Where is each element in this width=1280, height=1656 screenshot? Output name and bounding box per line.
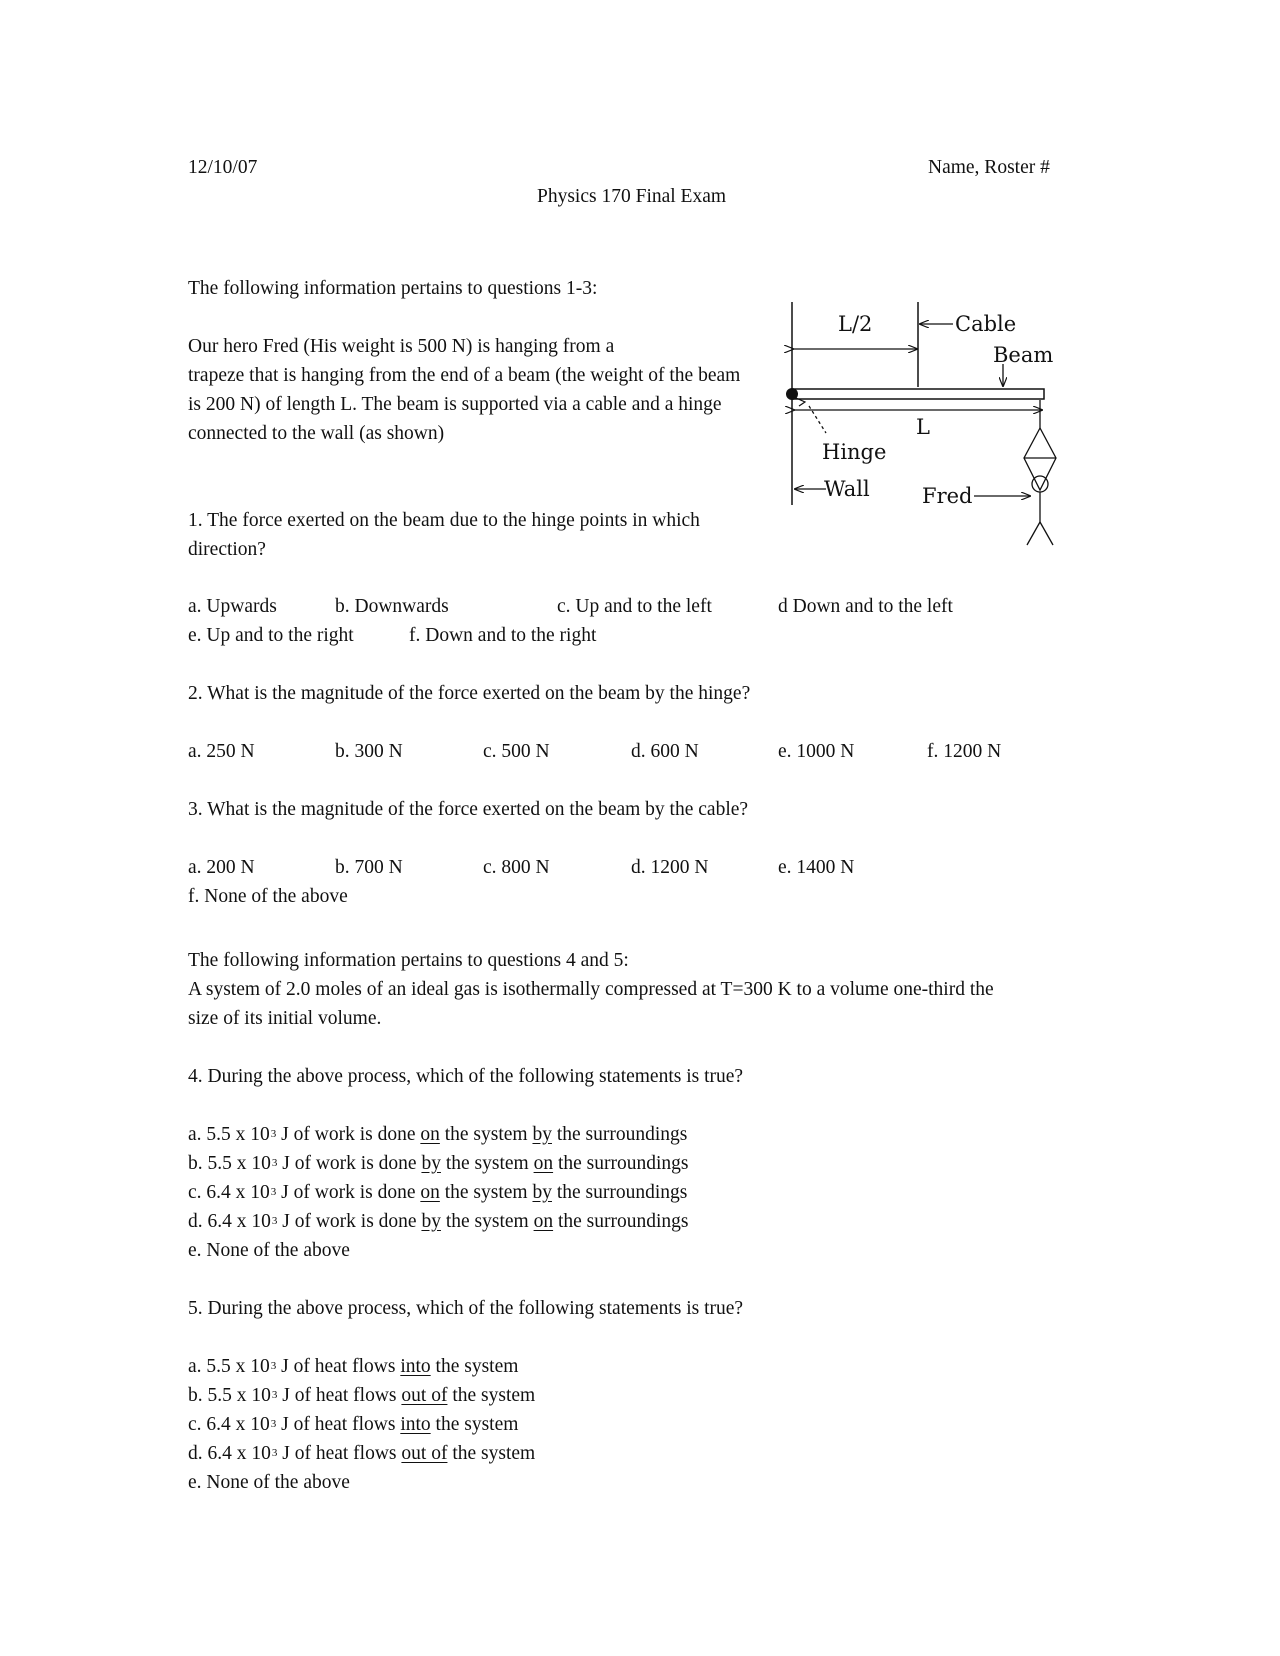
q1-option-b: b. Downwards <box>335 596 449 617</box>
problem-text-line: Our hero Fred (His weight is 500 N) is hanging from a <box>188 336 615 357</box>
intro-questions-1-3: The following information pertains to questions 1-3: <box>188 278 598 299</box>
q2-option-e: e. 1000 N <box>778 741 855 762</box>
q2-option-b: b. 300 N <box>335 741 403 762</box>
fred-figure <box>1027 476 1053 545</box>
q2-option-d: d. 600 N <box>631 741 699 762</box>
q4-option-d: d. 6.4 x $10^3$ J of work is done by the system on the surroundings <box>188 1211 689 1232</box>
q5-option-b: b. 5.5 x $10^3$ J of heat flows out of the system <box>188 1385 536 1406</box>
q5-option-a: a. 5.5 x $10^3$ J of heat flows into the system <box>188 1356 519 1377</box>
question-1-text: 1. The force exerted on the beam due to the hinge points in which <box>188 510 700 531</box>
label-cable: Cable <box>955 312 1017 336</box>
intro-questions-4-5: The following information pertains to questions 4 and 5: <box>188 950 629 971</box>
q3-option-c: c. 800 N <box>483 857 550 878</box>
q3-option-d: d. 1200 N <box>631 857 709 878</box>
question-1-text: direction? <box>188 539 266 560</box>
q3-option-f: f. None of the above <box>188 886 348 907</box>
q5-option-d: d. 6.4 x $10^3$ J of heat flows out of the system <box>188 1443 536 1464</box>
question-3-text: 3. What is the magnitude of the force exerted on the beam by the cable? <box>188 799 749 820</box>
q1-option-d: d Down and to the left <box>778 596 953 617</box>
q1-option-e: e. Up and to the right <box>188 625 354 646</box>
q1-option-c: c. Up and to the left <box>557 596 712 617</box>
label-hinge: Hinge <box>822 440 887 464</box>
name-roster-field: Name, Roster # <box>928 157 1050 178</box>
q2-option-a: a. 250 N <box>188 741 255 762</box>
q1-option-a: a. Upwards <box>188 596 277 617</box>
gas-problem-text: A system of 2.0 moles of an ideal gas is isothermally compressed at T=300 K to a volume one-third the <box>188 979 994 1000</box>
q3-option-a: a. 200 N <box>188 857 255 878</box>
q2-option-f: f. 1200 N <box>927 741 1002 762</box>
problem-text-line: is 200 N) of length L. The beam is supported via a cable and a hinge <box>188 394 722 415</box>
q2-option-c: c. 500 N <box>483 741 550 762</box>
q3-option-b: b. 700 N <box>335 857 403 878</box>
gas-problem-text: size of its initial volume. <box>188 1008 382 1029</box>
label-length: L <box>916 415 930 439</box>
question-5-text: 5. During the above process, which of the following statements is true? <box>188 1298 744 1319</box>
q4-option-a: a. 5.5 x $10^3$ J of work is done on the system by the surroundings <box>188 1124 688 1145</box>
q4-option-e: e. None of the above <box>188 1240 350 1261</box>
q4-option-c: c. 6.4 x $10^3$ J of work is done on the system by the surroundings <box>188 1182 688 1203</box>
q1-option-f: f. Down and to the right <box>409 625 597 646</box>
label-fred: Fred <box>922 484 973 508</box>
beam <box>792 389 1044 399</box>
q4-option-b: b. 5.5 x $10^3$ J of work is done by the system on the surroundings <box>188 1153 689 1174</box>
exam-date: 12/10/07 <box>188 157 258 178</box>
question-2-text: 2. What is the magnitude of the force exerted on the beam by the hinge? <box>188 683 751 704</box>
q5-option-e: e. None of the above <box>188 1472 350 1493</box>
label-beam: Beam <box>993 343 1054 367</box>
problem-text-line: connected to the wall (as shown) <box>188 423 445 444</box>
label-wall: Wall <box>824 477 870 501</box>
page-title: Physics 170 Final Exam <box>537 186 727 207</box>
question-4-text: 4. During the above process, which of the following statements is true? <box>188 1066 744 1087</box>
label-half-length: L/2 <box>838 312 873 336</box>
problem-text-line: trapeze that is hanging from the end of a beam (the weight of the beam <box>188 365 741 386</box>
q5-option-c: c. 6.4 x $10^3$ J of heat flows into the system <box>188 1414 519 1435</box>
q3-option-e: e. 1400 N <box>778 857 855 878</box>
